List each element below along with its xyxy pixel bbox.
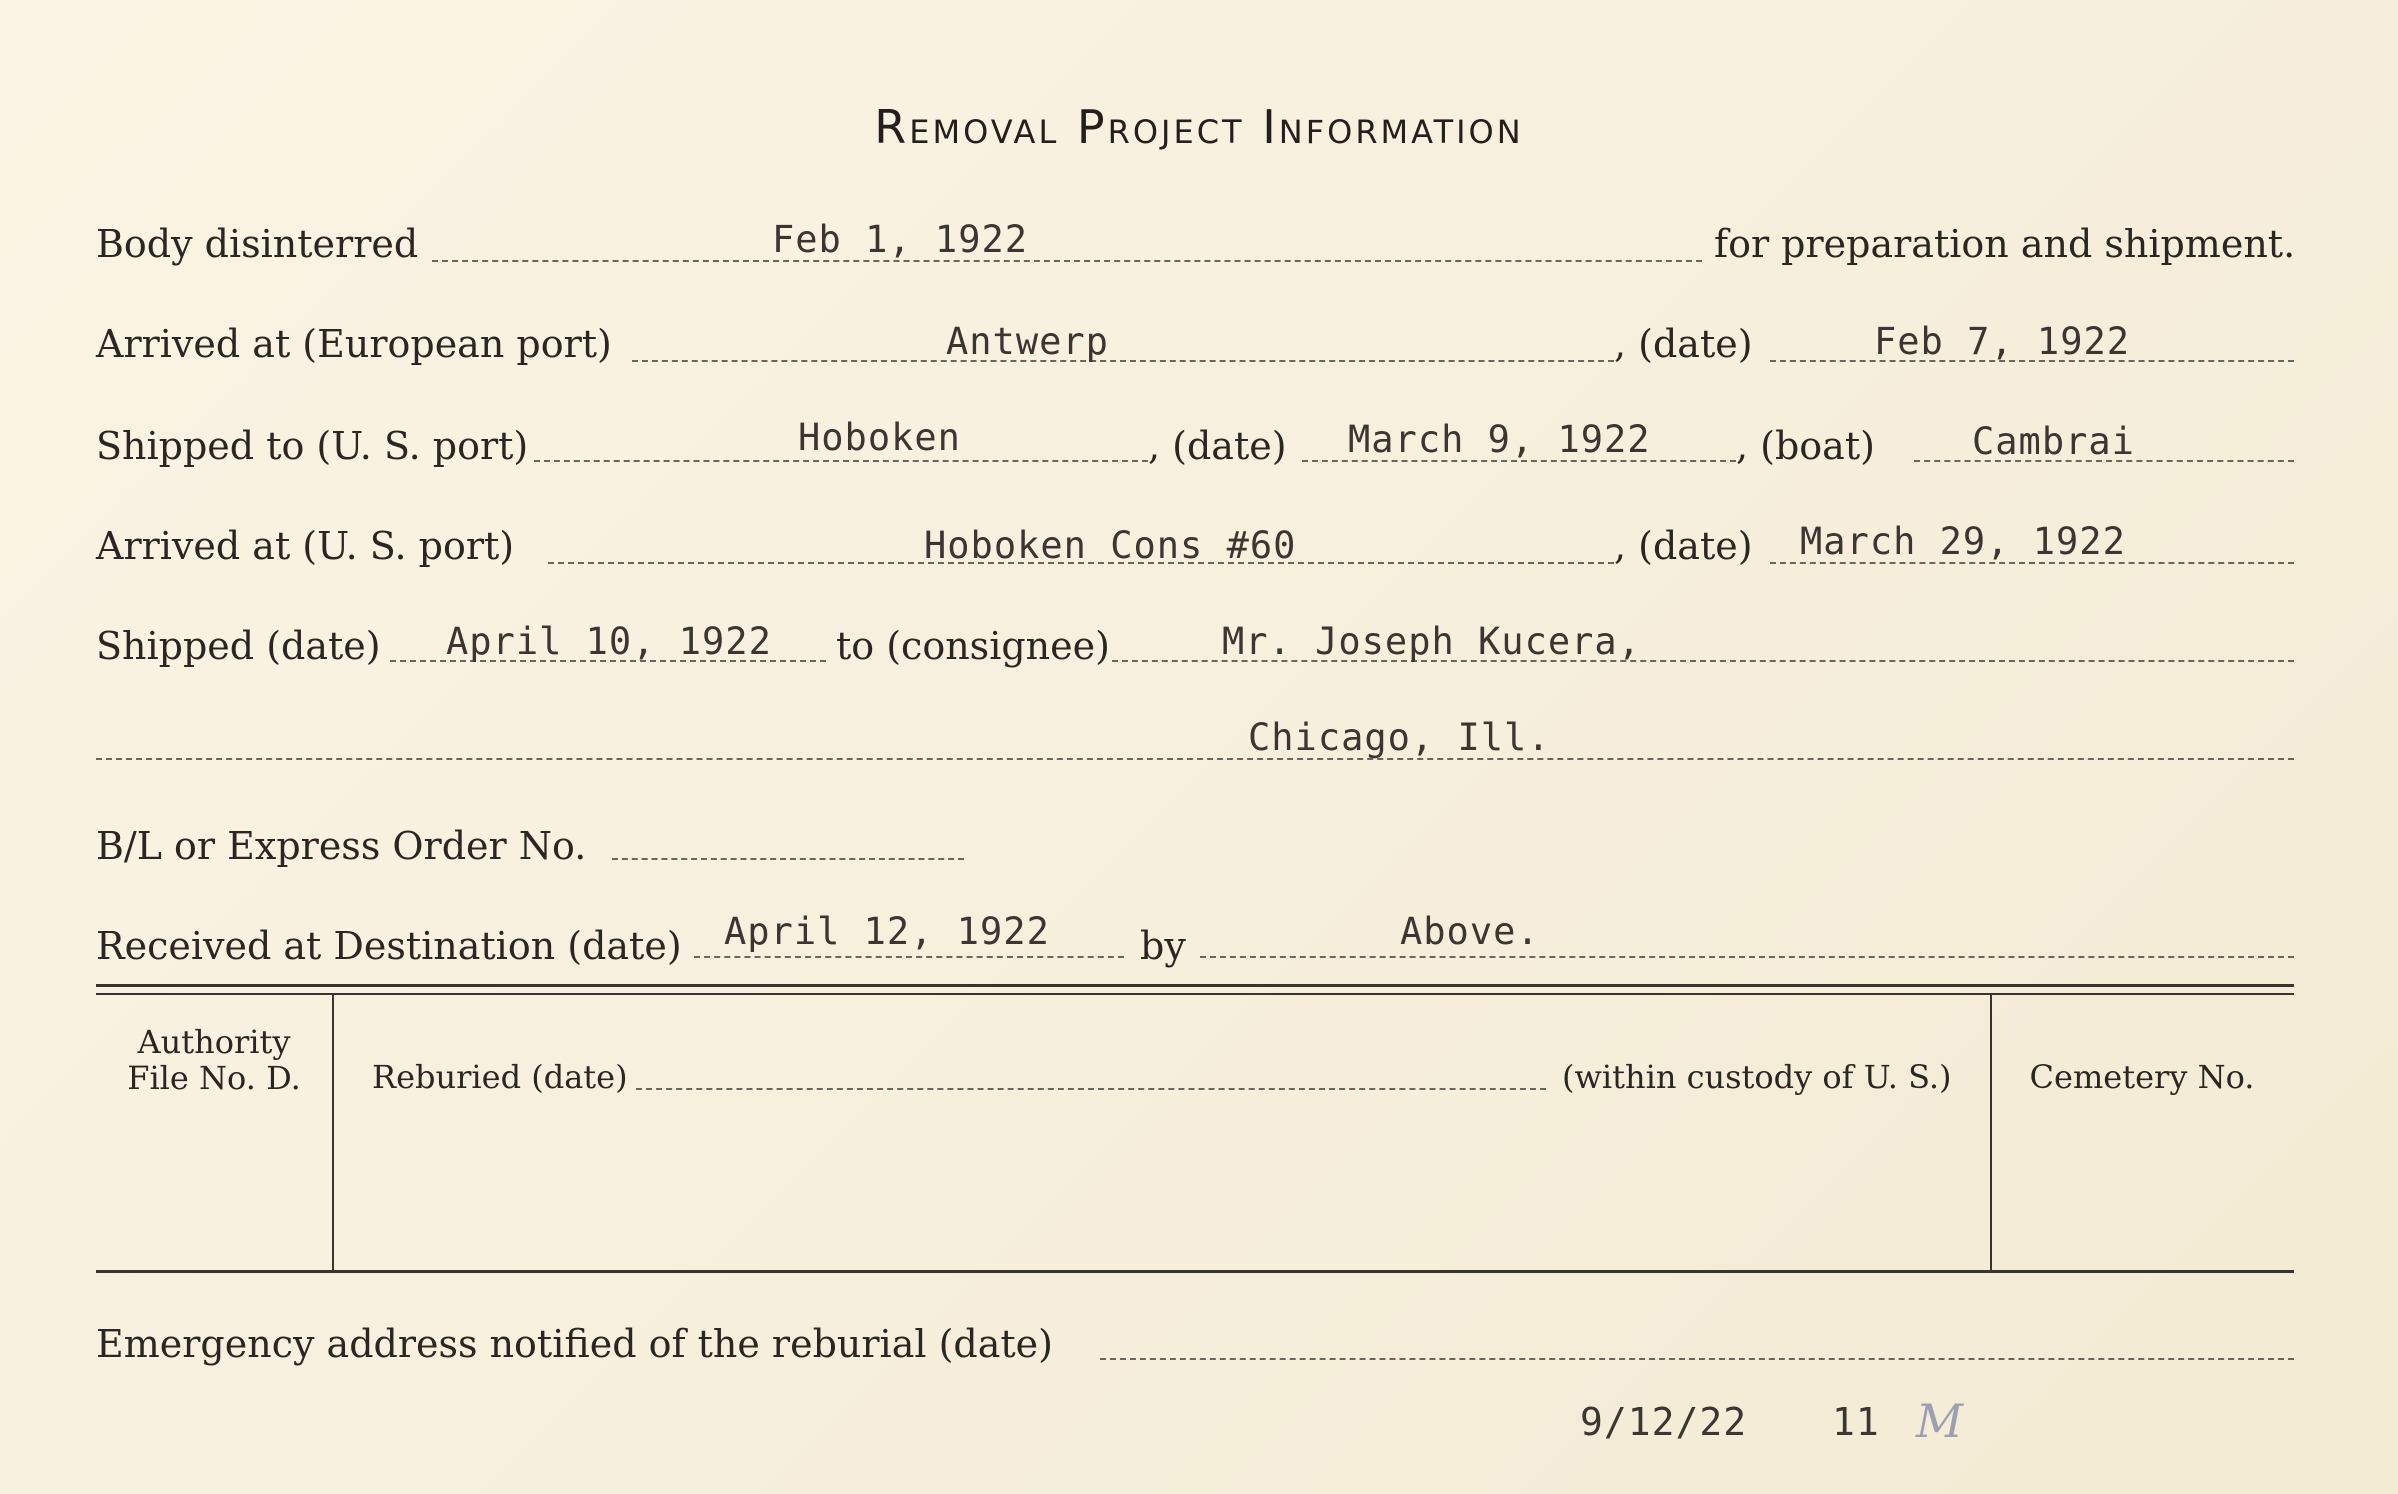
arrived-eu-line bbox=[632, 360, 1614, 362]
body-disinterred-label: Body disinterred bbox=[96, 222, 419, 266]
disinterred-suffix: for preparation and shipment. bbox=[1714, 222, 2296, 266]
arrived-eu-date: Feb 7, 1922 bbox=[1874, 320, 2131, 363]
handwritten-initials: M bbox=[1916, 1394, 1964, 1448]
shipped-us-date-label: , (date) bbox=[1148, 424, 1287, 468]
consignee-line-2 bbox=[96, 758, 2294, 760]
table-top-rule-inner bbox=[96, 993, 2294, 995]
received-date: April 12, 1922 bbox=[724, 910, 1050, 953]
bl-express-order-label: B/L or Express Order No. bbox=[96, 824, 587, 868]
us-port-value: Hoboken bbox=[798, 416, 961, 459]
arrived-us-date-label: , (date) bbox=[1614, 524, 1753, 568]
footer-code: 11 bbox=[1832, 1400, 1880, 1444]
bl-line bbox=[612, 858, 964, 860]
table-divider-right bbox=[1990, 995, 1992, 1271]
received-by-value: Above. bbox=[1400, 910, 1540, 953]
footer-stamp-date: 9/12/22 bbox=[1580, 1400, 1748, 1444]
consignee-label: to (consignee) bbox=[836, 624, 1110, 668]
reburied-date-label: Reburied (date) bbox=[372, 1058, 628, 1096]
disinterred-date: Feb 1, 1922 bbox=[772, 218, 1029, 261]
received-destination-label: Received at Destination (date) bbox=[96, 924, 682, 968]
reburied-date-line bbox=[636, 1088, 1546, 1090]
arrived-us-port-value: Hoboken Cons #60 bbox=[924, 524, 1297, 567]
received-date-line bbox=[694, 956, 1124, 958]
consignee-name: Mr. Joseph Kucera, bbox=[1222, 620, 1641, 663]
disinterred-line bbox=[432, 260, 1702, 262]
arrived-us-port-label: Arrived at (U. S. port) bbox=[96, 524, 515, 568]
shipped-us-line bbox=[534, 460, 1148, 462]
authority-label-line2: File No. D. bbox=[127, 1059, 301, 1097]
shipped-date-label: Shipped (date) bbox=[96, 624, 381, 668]
consignee-city: Chicago, Ill. bbox=[1248, 716, 1551, 759]
table-bottom-rule bbox=[96, 1270, 2294, 1273]
european-port-value: Antwerp bbox=[946, 320, 1109, 363]
cemetery-no-label: Cemetery No. bbox=[2029, 1058, 2255, 1096]
emergency-date-line bbox=[1100, 1358, 2294, 1360]
authority-label-line1: Authority bbox=[137, 1023, 291, 1061]
card-title: Removal Project Information bbox=[874, 100, 1524, 154]
arrived-european-port-label: Arrived at (European port) bbox=[96, 322, 612, 366]
table-divider-left bbox=[332, 995, 334, 1271]
shipped-us-port-label: Shipped to (U. S. port) bbox=[96, 424, 529, 468]
arrived-us-date: March 29, 1922 bbox=[1800, 520, 2126, 563]
authority-label bbox=[96, 1024, 332, 1096]
boat-label: , (boat) bbox=[1736, 424, 1875, 468]
boat-name: Cambrai bbox=[1972, 420, 2135, 463]
custody-label: (within custody of U. S.) bbox=[1562, 1058, 1952, 1096]
table-top-rule bbox=[96, 984, 2294, 987]
emergency-address-label: Emergency address notified of the reburial (date) bbox=[96, 1322, 1053, 1366]
shipped-date: April 10, 1922 bbox=[446, 620, 772, 663]
received-by-label: by bbox=[1140, 924, 1186, 968]
received-by-line bbox=[1200, 956, 2294, 958]
shipped-us-date: March 9, 1922 bbox=[1348, 418, 1651, 461]
arrived-eu-date-label: , (date) bbox=[1614, 322, 1753, 366]
